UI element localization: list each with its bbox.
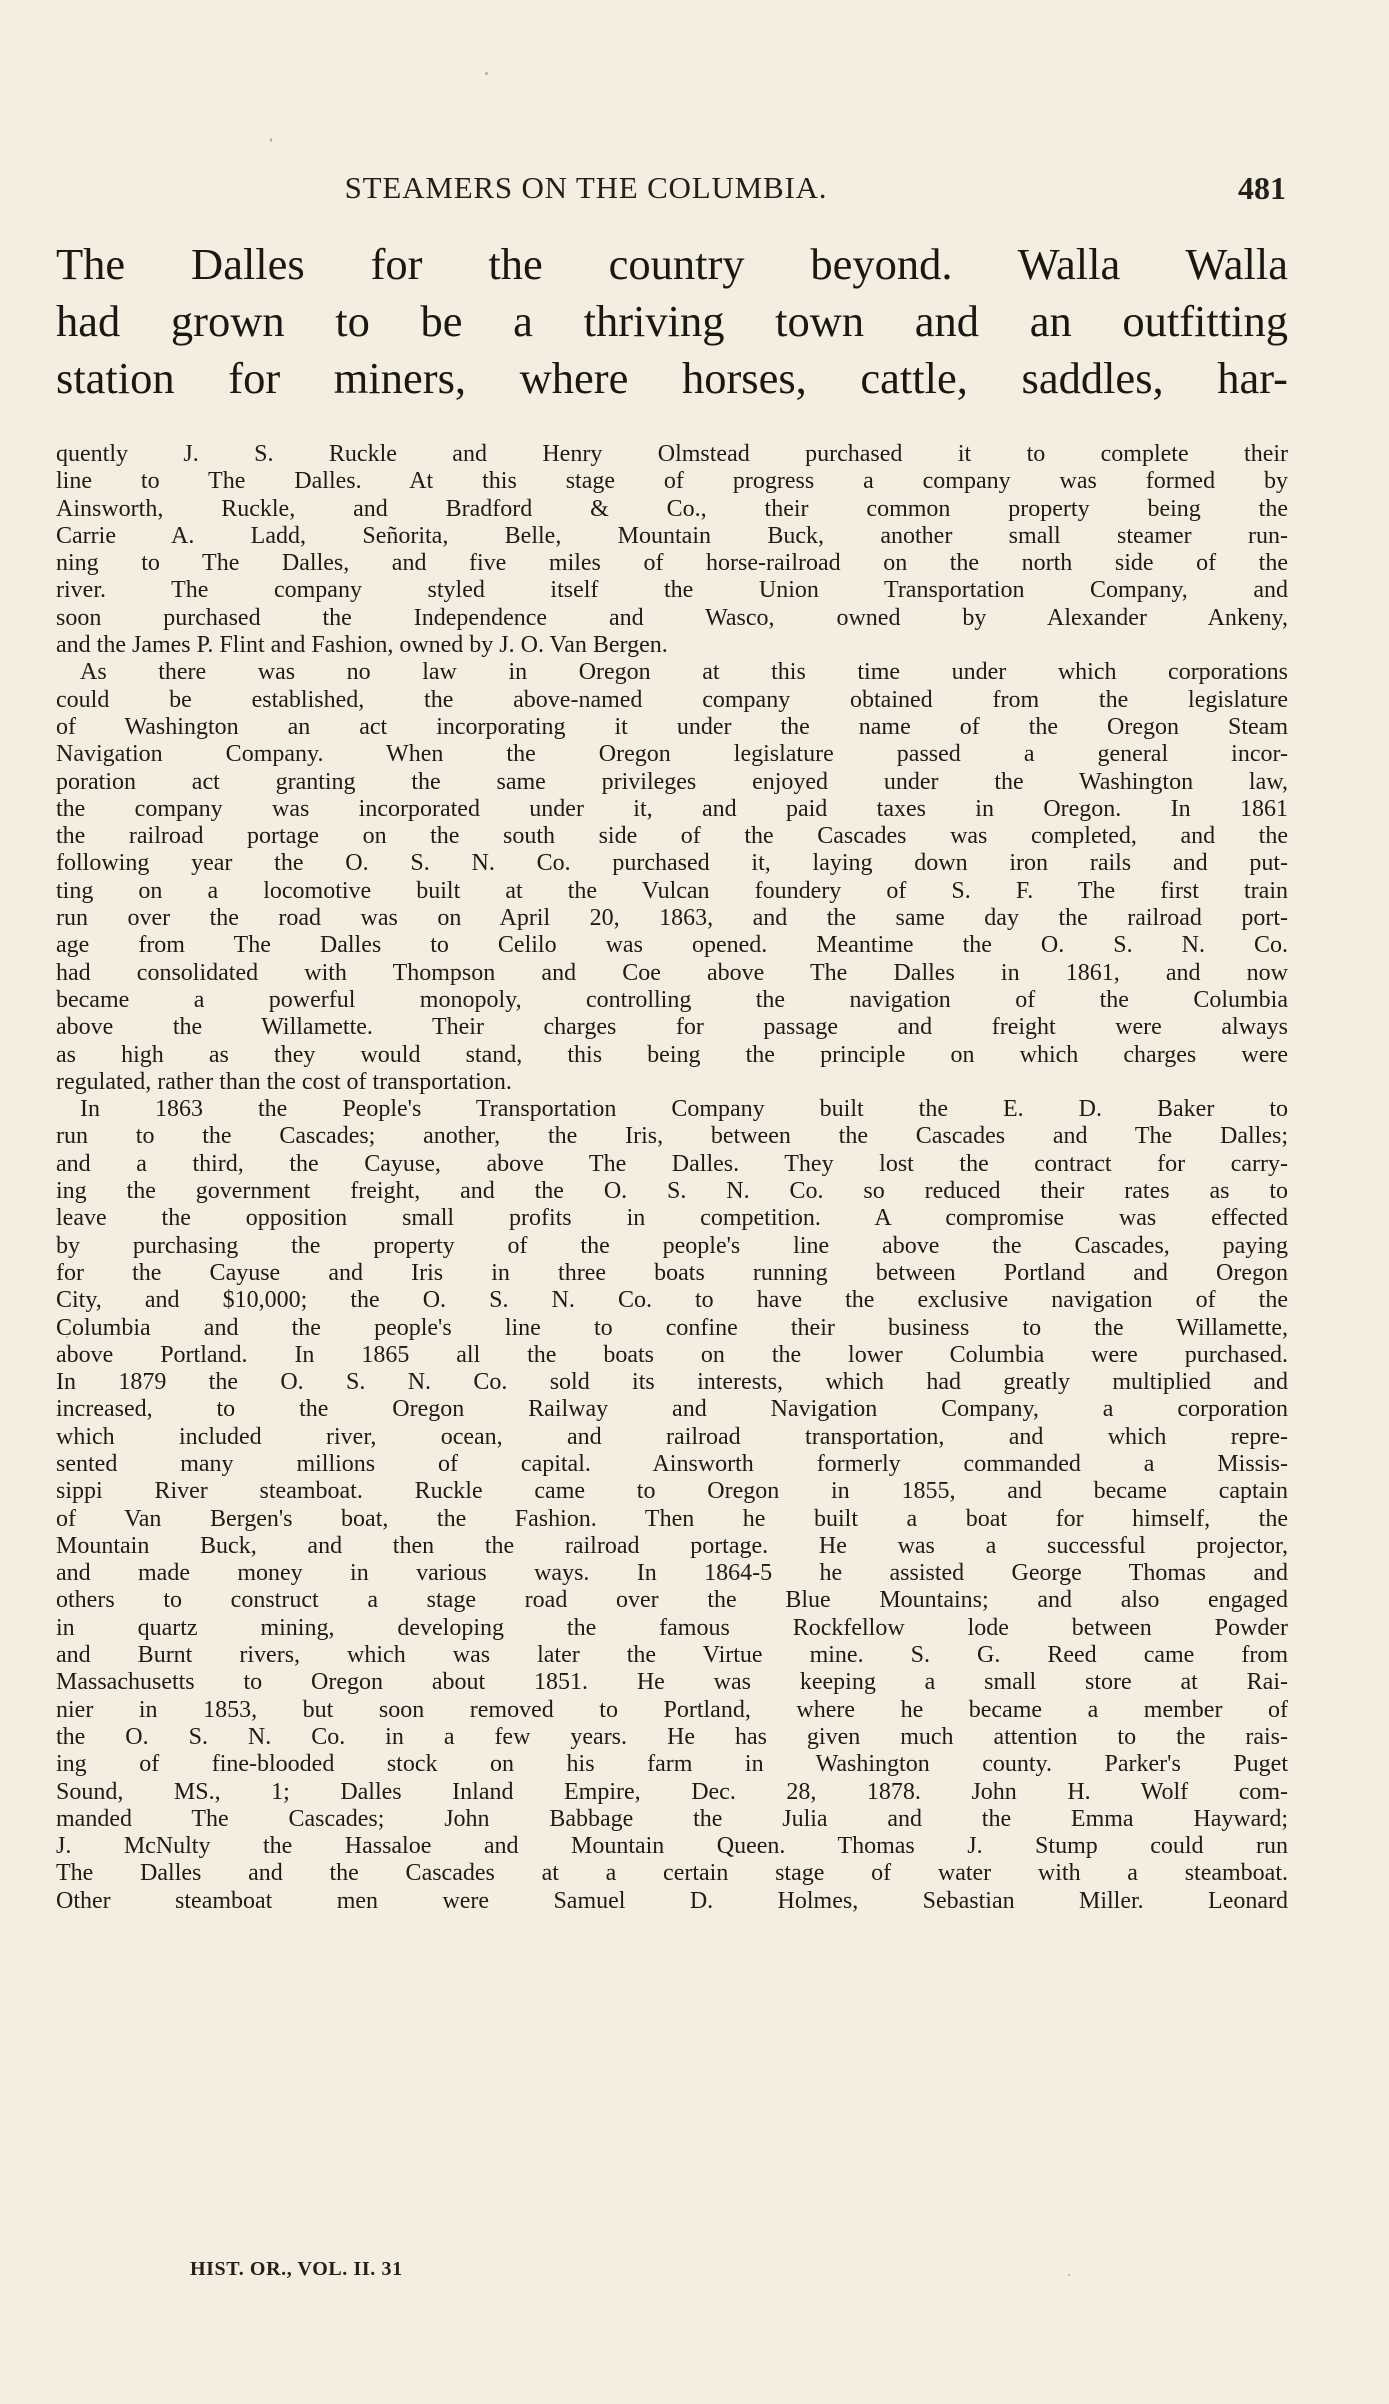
footnote-line: In 1879 the O. S. N. Co. sold its interests, which had greatly multiplied and (56, 1369, 1288, 1396)
footnote-line: could be established, the above-named company obtained from the legislature (56, 686, 1288, 713)
main-text (56, 236, 1288, 407)
footnote-line: age from The Dalles to Celilo was opened. Meantime the O. S. N. Co. (56, 932, 1288, 959)
footnote-line: and made money in various ways. In 1864-5 he assisted George Thomas and (56, 1560, 1288, 1587)
footnote-line: leave the opposition small profits in competition. A compromise was effected (56, 1205, 1288, 1232)
footnote-line: for the Cayuse and Iris in three boats running between Portland and Oregon (56, 1259, 1288, 1286)
footnote-line: As there was no law in Oregon at this time under which corporations (80, 659, 1288, 686)
footnote-line: line to The Dalles. At this stage of progress a company was formed by (56, 468, 1288, 495)
footnote-line: manded The Cascades; John Babbage the Julia and the Emma Hayward; (56, 1805, 1288, 1832)
footnote-line: sippi River steamboat. Ruckle came to Oregon in 1855, and became captain (56, 1478, 1288, 1505)
footnote-line: J. McNulty the Hassaloe and Mountain Queen. Thomas J. Stump could run (56, 1833, 1288, 1860)
footnote-line: City, and $10,000; the O. S. N. Co. to have the exclusive navigation of the (56, 1287, 1288, 1314)
page-number: 481 (1238, 170, 1286, 206)
footnote-line: ing of fine-blooded stock on his farm in Washington county. Parker's Puget (56, 1751, 1288, 1778)
footnote-line: Massachusetts to Oregon about 1851. He was keeping a small store at Rai- (56, 1669, 1288, 1696)
footnote-line: The Dalles and the Cascades at a certain stage of water with a steamboat. (56, 1860, 1288, 1887)
footnote-line: increased, to the Oregon Railway and Navigation Company, a corporation (56, 1396, 1288, 1423)
footnote-block (56, 441, 1288, 1915)
footnote-line: Sound, MS., 1; Dalles Inland Empire, Dec. 28, 1878. John H. Wolf com- (56, 1778, 1288, 1805)
footnote-line: and a third, the Cayuse, above The Dalles. They lost the contract for carry- (56, 1150, 1288, 1177)
footnote-line: above Portland. In 1865 all the boats on the lower Columbia were purchased. (56, 1341, 1288, 1368)
main-text-line: The Dalles for the country beyond. Walla Walla (56, 239, 1288, 289)
main-text-line: had grown to be a thriving town and an outfitting (56, 296, 1288, 346)
footnote-line: Navigation Company. When the Oregon legislature passed a general incor- (56, 741, 1288, 768)
footnote-line: following year the O. S. N. Co. purchased it, laying down iron rails and put- (56, 850, 1288, 877)
footnote-line: and the James P. Flint and Fashion, owned by J. O. Van Bergen. (56, 632, 668, 659)
footnote-line: regulated, rather than the cost of transportation. (56, 1068, 512, 1095)
footnote-line: In 1863 the People's Transportation Company built the E. D. Baker to (80, 1096, 1288, 1123)
footnote-line: above the Willamette. Their charges for passage and freight were always (56, 1014, 1288, 1041)
footnote-line: as high as they would stand, this being the principle on which charges were (56, 1041, 1288, 1068)
footnote-line: others to construct a stage road over the Blue Mountains; and also engaged (56, 1587, 1288, 1614)
footnote-line: Ainsworth, Ruckle, and Bradford & Co., their common property being the (56, 495, 1288, 522)
footnote-line: Carrie A. Ladd, Señorita, Belle, Mountain Buck, another small steamer run- (56, 522, 1288, 549)
footnote-line: Mountain Buck, and then the railroad portage. He was a successful projector, (56, 1532, 1288, 1559)
footnote-line: ting on a locomotive built at the Vulcan foundery of S. F. The first train (56, 877, 1288, 904)
footnote-line: sented many millions of capital. Ainsworth formerly commanded a Missis- (56, 1450, 1288, 1477)
footnote-line: and Burnt rivers, which was later the Virtue mine. S. G. Reed came from (56, 1642, 1288, 1669)
footnote-line: run over the road was on April 20, 1863, and the same day the railroad port- (56, 905, 1288, 932)
footnote-line: ing the government freight, and the O. S. N. Co. so reduced their rates as to (56, 1178, 1288, 1205)
footnote-line: run to the Cascades; another, the Iris, between the Cascades and The Dalles; (56, 1123, 1288, 1150)
footnote-line: of Washington an act incorporating it under the name of the Oregon Steam (56, 713, 1288, 740)
footnote-line: the railroad portage on the south side of the Cascades was completed, and the (56, 823, 1288, 850)
footnote-line: became a powerful monopoly, controlling the navigation of the Columbia (56, 986, 1288, 1013)
footnote-line: by purchasing the property of the people's line above the Cascades, paying (56, 1232, 1288, 1259)
footnote-line: Other steamboat men were Samuel D. Holmes, Sebastian Miller. Leonard (56, 1887, 1288, 1914)
footnote-line: quently J. S. Ruckle and Henry Olmstead purchased it to complete their (56, 441, 1288, 467)
running-title: STEAMERS ON THE COLUMBIA. (344, 170, 828, 205)
paper-speck (485, 72, 488, 75)
footnote-line: nier in 1853, but soon removed to Portland, where he became a member of (56, 1696, 1288, 1723)
footnote-line: poration act granting the same privileges enjoyed under the Washington law, (56, 768, 1288, 795)
signature-mark: HIST. OR., VOL. II. 31 (190, 2258, 403, 2280)
running-head (56, 170, 1286, 222)
paper-speck (1068, 2274, 1070, 2276)
footnote-line: the O. S. N. Co. in a few years. He has given much attention to the rais- (56, 1723, 1288, 1750)
footnote-line: which included river, ocean, and railroad transportation, and which repre- (56, 1423, 1288, 1450)
footnote-line: river. The company styled itself the Union Transportation Company, and (56, 577, 1288, 604)
footnote-line: had consolidated with Thompson and Coe above The Dalles in 1861, and now (56, 959, 1288, 986)
footnote-line: in quartz mining, developing the famous Rockfellow lode between Powder (56, 1614, 1288, 1641)
footnote-line: soon purchased the Independence and Wasco, owned by Alexander Ankeny, (56, 604, 1288, 631)
footnote-line: Columbia and the people's line to confine their business to the Willamette, (56, 1314, 1288, 1341)
footnote-line: the company was incorporated under it, and paid taxes in Oregon. In 1861 (56, 795, 1288, 822)
paper-speck (270, 138, 272, 142)
footnote-line: ning to The Dalles, and five miles of horse-railroad on the north side of the (56, 550, 1288, 577)
main-text-line: station for miners, where horses, cattle, saddles, har- (56, 353, 1288, 403)
footnote-line: of Van Bergen's boat, the Fashion. Then he built a boat for himself, the (56, 1505, 1288, 1532)
